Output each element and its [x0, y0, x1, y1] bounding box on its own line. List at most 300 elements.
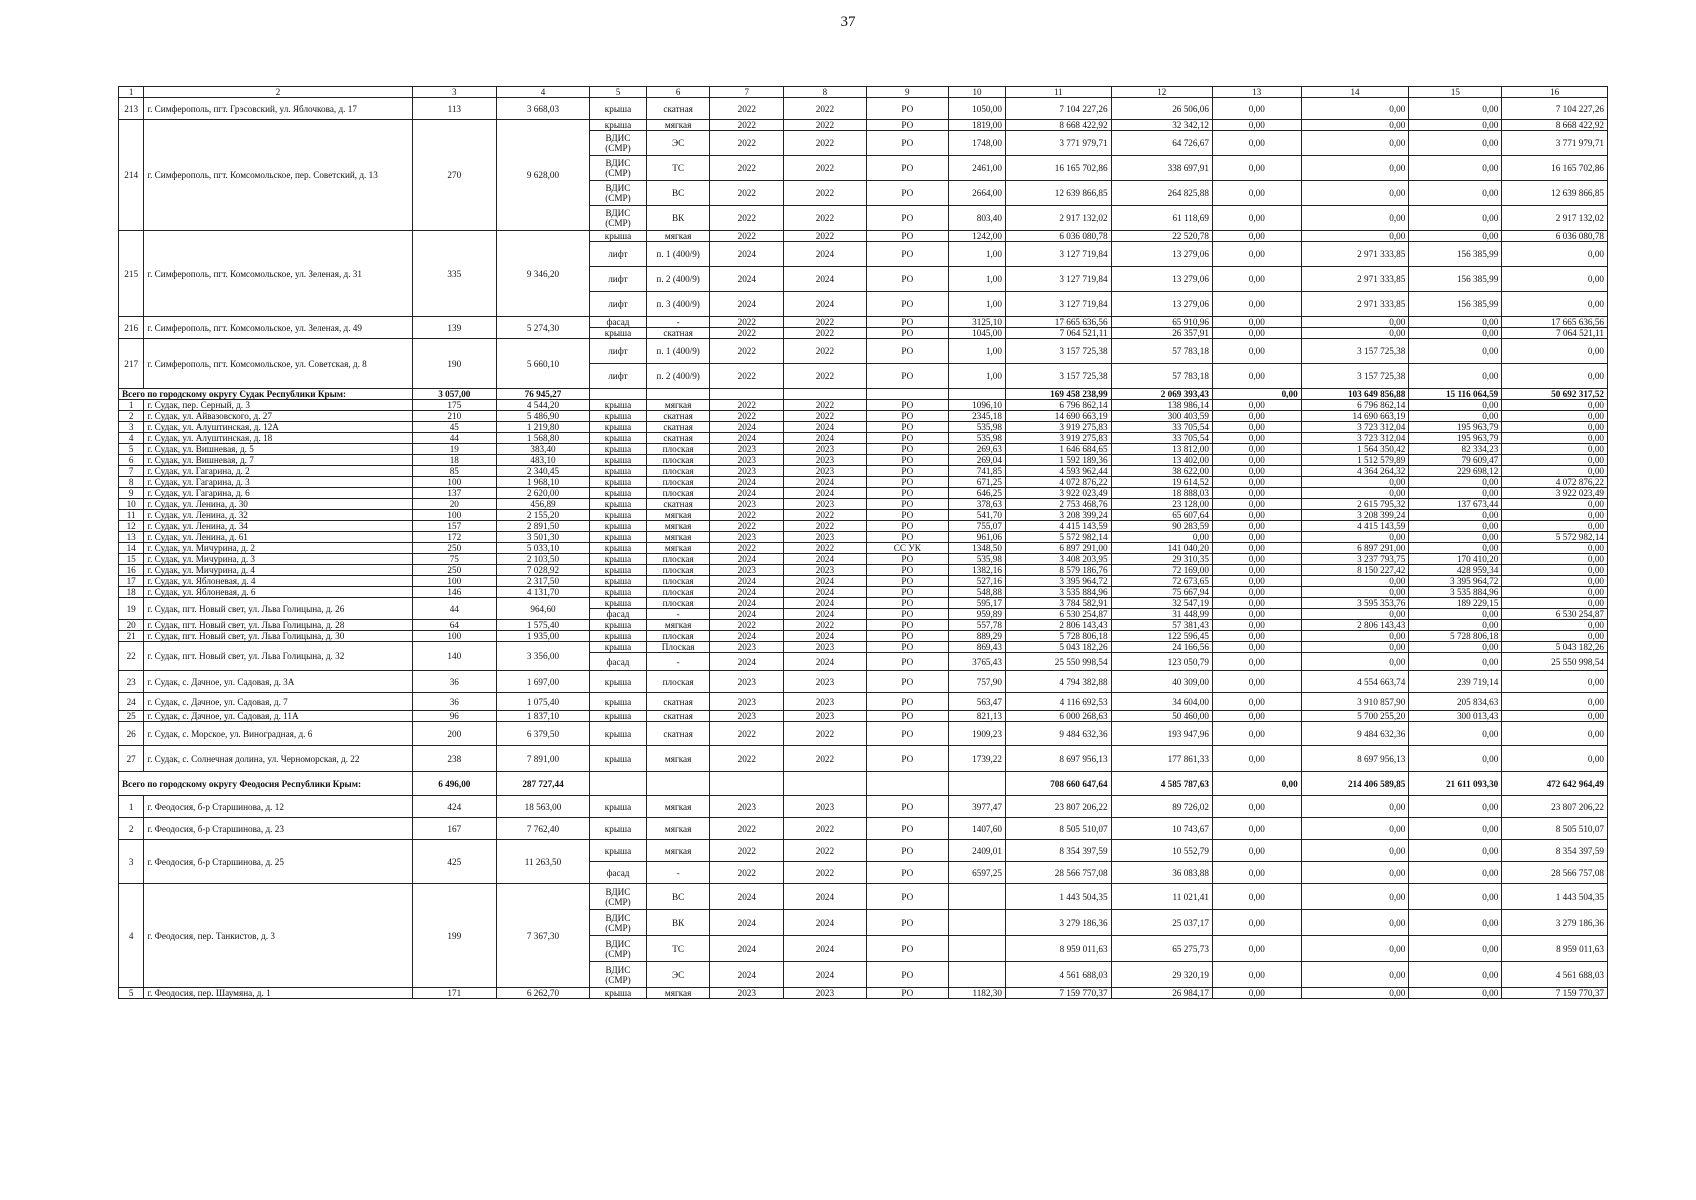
- fund-c: 0,00: [1409, 120, 1502, 131]
- cost-per-unit: 18 888,03: [1111, 488, 1212, 499]
- fund-b: 0,00: [1301, 131, 1409, 156]
- residents: 100: [412, 510, 496, 521]
- cost-per-unit: 22 520,78: [1111, 231, 1212, 242]
- residents: 200: [412, 722, 496, 746]
- year-start: 2022: [710, 400, 784, 411]
- executor: РО: [866, 455, 948, 466]
- executor: РО: [866, 433, 948, 444]
- subtype: -: [646, 609, 709, 620]
- address: г. Судак, ул. Гагарина, д. 2: [144, 466, 412, 477]
- subtype: плоская: [646, 565, 709, 576]
- object-row: [119, 746, 1608, 772]
- column-number: 5: [589, 87, 646, 98]
- row-index: 217: [119, 339, 144, 389]
- year-start: 2024: [710, 598, 784, 609]
- row-index: 5: [119, 444, 144, 455]
- fund-b: 3 237 793,75: [1301, 554, 1409, 565]
- cost-per-unit: 24 166,56: [1111, 642, 1212, 653]
- volume: [948, 884, 1005, 910]
- cost-total: 3 157 725,38: [1005, 339, 1111, 364]
- year-start: 2024: [710, 477, 784, 488]
- fund-c: 0,00: [1409, 840, 1502, 862]
- year-start: 2022: [710, 120, 784, 131]
- volume: 378,63: [948, 499, 1005, 510]
- fund-b: 5 700 255,20: [1301, 711, 1409, 722]
- row-index: 18: [119, 587, 144, 598]
- area: 1 837,10: [497, 711, 590, 722]
- volume: 1739,22: [948, 746, 1005, 772]
- object-row: [119, 884, 1608, 910]
- executor: РО: [866, 587, 948, 598]
- fund-d: 0,00: [1502, 576, 1608, 587]
- address: г. Симферополь, пгт. Комсомольское, ул. Зеленая, д. 49: [144, 317, 412, 339]
- address: г. Судак, с. Солнечная долина, ул. Черноморская, д. 22: [144, 746, 412, 772]
- object-row: [119, 620, 1608, 631]
- cost-total: 8 505 510,07: [1005, 818, 1111, 840]
- fund-a: 0,00: [1212, 411, 1301, 422]
- column-number: 7: [710, 87, 784, 98]
- cost-per-unit: 26 984,17: [1111, 988, 1212, 999]
- residents: 100: [412, 576, 496, 587]
- subtype: п. 3 (400/9): [646, 292, 709, 317]
- fund-d: 12 639 866,85: [1502, 181, 1608, 206]
- fund-a: 0,00: [1212, 422, 1301, 433]
- area: 1 568,80: [497, 433, 590, 444]
- element: крыша: [589, 328, 646, 339]
- year-end: 2022: [784, 840, 866, 862]
- year-start: 2023: [710, 499, 784, 510]
- year-end: 2024: [784, 554, 866, 565]
- row-index: 1: [119, 400, 144, 411]
- year-start: 2024: [710, 910, 784, 936]
- row-index: 15: [119, 554, 144, 565]
- subtype: ТС: [646, 936, 709, 962]
- fund-d: 0,00: [1502, 565, 1608, 576]
- year-end: 2023: [784, 671, 866, 693]
- fund-b: 0,00: [1301, 98, 1409, 120]
- cost-per-unit: 38 622,00: [1111, 466, 1212, 477]
- address: г. Судак, ул. Гагарина, д. 3: [144, 477, 412, 488]
- cost-total: 3 408 203,95: [1005, 554, 1111, 565]
- fund-b: 4 364 264,32: [1301, 466, 1409, 477]
- fund-b: 8 697 956,13: [1301, 746, 1409, 772]
- year-start: 2024: [710, 422, 784, 433]
- executor: РО: [866, 466, 948, 477]
- fund-d: 0,00: [1502, 455, 1608, 466]
- cost-total: 4 561 688,03: [1005, 962, 1111, 988]
- year-start: 2022: [710, 521, 784, 532]
- fund-d: 5 043 182,26: [1502, 642, 1608, 653]
- cost-total: 1 646 684,65: [1005, 444, 1111, 455]
- fund-c: 229 698,12: [1409, 466, 1502, 477]
- fund-c: 195 963,79: [1409, 433, 1502, 444]
- cost-per-unit: 34 604,00: [1111, 693, 1212, 711]
- volume: 671,25: [948, 477, 1005, 488]
- fund-d: 0,00: [1502, 411, 1608, 422]
- executor: РО: [866, 620, 948, 631]
- address: г. Судак, пер. Серный, д. 3: [144, 400, 412, 411]
- year-end: 2024: [784, 292, 866, 317]
- cost-per-unit: 57 783,18: [1111, 339, 1212, 364]
- fund-c: 0,00: [1409, 411, 1502, 422]
- object-row: [119, 722, 1608, 746]
- object-row: [119, 411, 1608, 422]
- fund-b: 3 723 312,04: [1301, 422, 1409, 433]
- executor: РО: [866, 444, 948, 455]
- fund-c: 0,00: [1409, 339, 1502, 364]
- volume: 1,00: [948, 292, 1005, 317]
- element: крыша: [589, 455, 646, 466]
- year-start: 2024: [710, 962, 784, 988]
- fund-c: 0,00: [1409, 317, 1502, 328]
- residents: 140: [412, 642, 496, 671]
- executor: РО: [866, 554, 948, 565]
- empty-cell: [784, 772, 866, 796]
- executor: СС УК: [866, 543, 948, 554]
- year-end: 2023: [784, 565, 866, 576]
- cost-per-unit: 72 169,00: [1111, 565, 1212, 576]
- area: 5 033,10: [497, 543, 590, 554]
- year-end: 2024: [784, 477, 866, 488]
- volume: 959,89: [948, 609, 1005, 620]
- fund-a: 0,00: [1212, 598, 1301, 609]
- fund-a: 0,00: [1212, 693, 1301, 711]
- residents: 64: [412, 620, 496, 631]
- subtype: плоская: [646, 477, 709, 488]
- executor: РО: [866, 565, 948, 576]
- object-row: [119, 587, 1608, 598]
- cost-total: 5 572 982,14: [1005, 532, 1111, 543]
- subtype: скатная: [646, 433, 709, 444]
- fund-b: 0,00: [1301, 962, 1409, 988]
- residents: 172: [412, 532, 496, 543]
- executor: РО: [866, 231, 948, 242]
- element: крыша: [589, 711, 646, 722]
- fund-a: 0,00: [1212, 292, 1301, 317]
- residents: 85: [412, 466, 496, 477]
- fund-d: 0,00: [1502, 554, 1608, 565]
- year-end: 2024: [784, 422, 866, 433]
- cost-total: 3 919 275,83: [1005, 433, 1111, 444]
- volume: 741,85: [948, 466, 1005, 477]
- fund-d: 1 443 504,35: [1502, 884, 1608, 910]
- cost-per-unit: 10 743,67: [1111, 818, 1212, 840]
- cost-per-unit: 26 506,06: [1111, 98, 1212, 120]
- object-row: [119, 444, 1608, 455]
- year-end: 2024: [784, 936, 866, 962]
- residents: 250: [412, 543, 496, 554]
- volume: [948, 910, 1005, 936]
- element: крыша: [589, 120, 646, 131]
- fund-c: 0,00: [1409, 746, 1502, 772]
- cost-total: 6 530 254,87: [1005, 609, 1111, 620]
- area: 2 155,20: [497, 510, 590, 521]
- fund-b: 2 971 333,85: [1301, 267, 1409, 292]
- executor: РО: [866, 339, 948, 364]
- fund-a: 0,00: [1212, 466, 1301, 477]
- year-start: 2024: [710, 433, 784, 444]
- address: г. Судак, ул. Яблоневая, д. 6: [144, 587, 412, 598]
- total-c12: 2 069 393,43: [1111, 389, 1212, 400]
- volume: 3125,10: [948, 317, 1005, 328]
- fund-c: 0,00: [1409, 206, 1502, 231]
- fund-b: 0,00: [1301, 818, 1409, 840]
- fund-d: 3 279 186,36: [1502, 910, 1608, 936]
- object-row: [119, 840, 1608, 862]
- fund-c: 0,00: [1409, 400, 1502, 411]
- row-index: 3: [119, 840, 144, 884]
- year-start: 2024: [710, 488, 784, 499]
- row-index: 21: [119, 631, 144, 642]
- cost-per-unit: 10 552,79: [1111, 840, 1212, 862]
- subtype: ТС: [646, 156, 709, 181]
- fund-a: 0,00: [1212, 587, 1301, 598]
- fund-b: 0,00: [1301, 477, 1409, 488]
- fund-d: 0,00: [1502, 543, 1608, 554]
- year-end: 2024: [784, 587, 866, 598]
- year-start: 2024: [710, 267, 784, 292]
- fund-c: 3 535 884,96: [1409, 587, 1502, 598]
- subtype: ВС: [646, 884, 709, 910]
- fund-d: 0,00: [1502, 292, 1608, 317]
- fund-a: 0,00: [1212, 231, 1301, 242]
- column-number: 3: [412, 87, 496, 98]
- element: крыша: [589, 565, 646, 576]
- residents: 18: [412, 455, 496, 466]
- fund-d: 0,00: [1502, 671, 1608, 693]
- subtype: плоская: [646, 631, 709, 642]
- year-start: 2022: [710, 181, 784, 206]
- element: крыша: [589, 532, 646, 543]
- area: 9 346,20: [497, 231, 590, 317]
- subtype: мягкая: [646, 796, 709, 818]
- subtype: плоская: [646, 466, 709, 477]
- subtype: -: [646, 653, 709, 671]
- fund-b: 0,00: [1301, 120, 1409, 131]
- year-start: 2022: [710, 510, 784, 521]
- address: г. Судак, ул. Мичурина, д. 4: [144, 565, 412, 576]
- subtype: плоская: [646, 671, 709, 693]
- subtype: мягкая: [646, 120, 709, 131]
- volume: 821,13: [948, 711, 1005, 722]
- object-row: [119, 565, 1608, 576]
- fund-b: 2 615 795,32: [1301, 499, 1409, 510]
- executor: РО: [866, 328, 948, 339]
- cost-total: 1 592 189,36: [1005, 455, 1111, 466]
- volume: 1748,00: [948, 131, 1005, 156]
- volume: 535,98: [948, 433, 1005, 444]
- area: 6 262,70: [497, 988, 590, 999]
- fund-a: 0,00: [1212, 722, 1301, 746]
- area: 4 131,70: [497, 587, 590, 598]
- address: г. Симферополь, пгт. Грэсовский, ул. Яблочкова, д. 17: [144, 98, 412, 120]
- fund-c: 0,00: [1409, 722, 1502, 746]
- object-row: [119, 422, 1608, 433]
- row-index: 22: [119, 642, 144, 671]
- fund-b: 0,00: [1301, 642, 1409, 653]
- address: г. Феодосия, б-р Старшинова, д. 23: [144, 818, 412, 840]
- fund-b: 0,00: [1301, 576, 1409, 587]
- empty-cell: [646, 389, 709, 400]
- address: г. Судак, пгт. Новый свет, ул. Льва Голицына, д. 32: [144, 642, 412, 671]
- total-residents: 3 057,00: [412, 389, 496, 400]
- fund-d: 23 807 206,22: [1502, 796, 1608, 818]
- area: 7 028,92: [497, 565, 590, 576]
- year-start: 2024: [710, 884, 784, 910]
- row-index: 8: [119, 477, 144, 488]
- subtype: -: [646, 317, 709, 328]
- row-index: 4: [119, 884, 144, 988]
- cost-per-unit: 65 607,64: [1111, 510, 1212, 521]
- element: фасад: [589, 653, 646, 671]
- fund-d: 8 668 422,92: [1502, 120, 1608, 131]
- area: 3 501,30: [497, 532, 590, 543]
- executor: РО: [866, 653, 948, 671]
- volume: 646,25: [948, 488, 1005, 499]
- executor: РО: [866, 936, 948, 962]
- cost-per-unit: 40 309,00: [1111, 671, 1212, 693]
- row-index: 26: [119, 722, 144, 746]
- cost-per-unit: 64 726,67: [1111, 131, 1212, 156]
- fund-c: 79 609,47: [1409, 455, 1502, 466]
- fund-c: 0,00: [1409, 328, 1502, 339]
- area: 3 356,00: [497, 642, 590, 671]
- volume: 1182,30: [948, 988, 1005, 999]
- object-row: [119, 317, 1608, 328]
- fund-b: 3 157 725,38: [1301, 364, 1409, 389]
- cost-total: 8 579 186,76: [1005, 565, 1111, 576]
- fund-c: 156 385,99: [1409, 267, 1502, 292]
- fund-b: 1 564 350,42: [1301, 444, 1409, 455]
- element: крыша: [589, 576, 646, 587]
- residents: 171: [412, 988, 496, 999]
- cost-per-unit: 11 021,41: [1111, 884, 1212, 910]
- empty-cell: [948, 389, 1005, 400]
- column-number: 8: [784, 87, 866, 98]
- executor: РО: [866, 317, 948, 328]
- fund-c: 0,00: [1409, 936, 1502, 962]
- cost-per-unit: 193 947,96: [1111, 722, 1212, 746]
- executor: РО: [866, 242, 948, 267]
- fund-d: 4 072 876,22: [1502, 477, 1608, 488]
- row-index: 2: [119, 411, 144, 422]
- executor: РО: [866, 631, 948, 642]
- volume: 1407,60: [948, 818, 1005, 840]
- address: г. Судак, ул. Ленина, д. 61: [144, 532, 412, 543]
- area: 5 274,30: [497, 317, 590, 339]
- residents: 167: [412, 818, 496, 840]
- area: 2 891,50: [497, 521, 590, 532]
- area: 7 367,30: [497, 884, 590, 988]
- area: 1 697,00: [497, 671, 590, 693]
- fund-a: 0,00: [1212, 328, 1301, 339]
- fund-c: 300 013,43: [1409, 711, 1502, 722]
- cost-total: 3 395 964,72: [1005, 576, 1111, 587]
- address: г. Судак, пгт. Новый свет, ул. Льва Голицына, д. 30: [144, 631, 412, 642]
- year-end: 2024: [784, 962, 866, 988]
- fund-c: 0,00: [1409, 862, 1502, 884]
- area: 1 075,40: [497, 693, 590, 711]
- fund-b: 2 806 143,43: [1301, 620, 1409, 631]
- volume: 803,40: [948, 206, 1005, 231]
- cost-total: 2 917 132,02: [1005, 206, 1111, 231]
- fund-c: 82 334,23: [1409, 444, 1502, 455]
- residents: 100: [412, 477, 496, 488]
- fund-b: 0,00: [1301, 862, 1409, 884]
- fund-b: 0,00: [1301, 609, 1409, 620]
- cost-total: 28 566 757,08: [1005, 862, 1111, 884]
- cost-total: 2 753 468,76: [1005, 499, 1111, 510]
- object-row: [119, 231, 1608, 242]
- executor: РО: [866, 292, 948, 317]
- element: крыша: [589, 988, 646, 999]
- fund-c: 3 395 964,72: [1409, 576, 1502, 587]
- element: лифт: [589, 267, 646, 292]
- year-start: 2023: [710, 693, 784, 711]
- row-index: 17: [119, 576, 144, 587]
- address: г. Судак, пгт. Новый свет, ул. Льва Голицына, д. 28: [144, 620, 412, 631]
- fund-c: 0,00: [1409, 364, 1502, 389]
- address: г. Судак, ул. Ленина, д. 30: [144, 499, 412, 510]
- element: крыша: [589, 466, 646, 477]
- fund-d: 0,00: [1502, 620, 1608, 631]
- fund-a: 0,00: [1212, 746, 1301, 772]
- executor: РО: [866, 267, 948, 292]
- residents: 20: [412, 499, 496, 510]
- cost-total: 14 690 663,19: [1005, 411, 1111, 422]
- object-row: [119, 818, 1608, 840]
- row-index: 216: [119, 317, 144, 339]
- volume: 1382,16: [948, 565, 1005, 576]
- year-end: 2022: [784, 231, 866, 242]
- object-row: [119, 576, 1608, 587]
- cost-per-unit: 141 040,20: [1111, 543, 1212, 554]
- residents: 44: [412, 598, 496, 620]
- address: г. Судак, с. Морское, ул. Виноградная, д. 6: [144, 722, 412, 746]
- element: крыша: [589, 818, 646, 840]
- fund-c: 0,00: [1409, 653, 1502, 671]
- fund-d: 0,00: [1502, 242, 1608, 267]
- subtype: мягкая: [646, 543, 709, 554]
- cost-per-unit: 338 697,91: [1111, 156, 1212, 181]
- cost-total: 3 771 979,71: [1005, 131, 1111, 156]
- fund-d: 0,00: [1502, 364, 1608, 389]
- subtype: плоская: [646, 554, 709, 565]
- fund-a: 0,00: [1212, 543, 1301, 554]
- subtype: скатная: [646, 711, 709, 722]
- element: крыша: [589, 620, 646, 631]
- fund-b: 14 690 663,19: [1301, 411, 1409, 422]
- year-end: 2022: [784, 818, 866, 840]
- fund-a: 0,00: [1212, 521, 1301, 532]
- year-end: 2023: [784, 642, 866, 653]
- volume: 535,98: [948, 554, 1005, 565]
- year-end: 2022: [784, 400, 866, 411]
- fund-a: 0,00: [1212, 206, 1301, 231]
- fund-d: 8 354 397,59: [1502, 840, 1608, 862]
- subtype: п. 1 (400/9): [646, 242, 709, 267]
- subtype: скатная: [646, 328, 709, 339]
- cost-total: 16 165 702,86: [1005, 156, 1111, 181]
- subtype: Плоская: [646, 642, 709, 653]
- district-total-row: [119, 772, 1608, 796]
- cost-per-unit: 36 083,88: [1111, 862, 1212, 884]
- year-start: 2022: [710, 840, 784, 862]
- year-end: 2024: [784, 910, 866, 936]
- subtype: мягкая: [646, 818, 709, 840]
- subtype: мягкая: [646, 510, 709, 521]
- subtype: мягкая: [646, 400, 709, 411]
